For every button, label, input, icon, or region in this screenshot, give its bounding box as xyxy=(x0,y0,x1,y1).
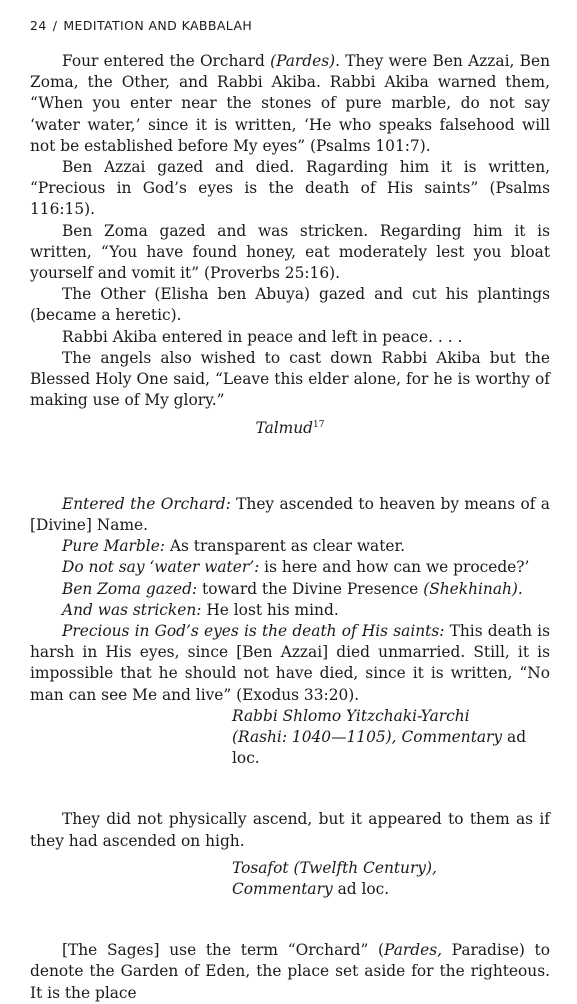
closing-paragraph xyxy=(30,940,550,1004)
entry-term: Do not say ‘water water’: xyxy=(62,558,260,577)
running-title: MEDITATION AND KABBALAH xyxy=(63,18,253,33)
rashi-entry xyxy=(30,557,550,578)
rashi-entry xyxy=(30,579,550,600)
closing-text xyxy=(30,940,550,1004)
talmud-paragraph-6: The angels also wished to cast down Rabbi Akiba but the Blessed Holy One said, “Leave this elder alone, for he is worthy of making use of My glory.” xyxy=(30,348,550,410)
header-separator: / xyxy=(52,18,58,33)
citation-source: Talmud xyxy=(255,419,314,438)
rashi-entry xyxy=(30,600,550,621)
entry-term: Entered the Orchard: xyxy=(62,494,231,513)
rashi-entry xyxy=(30,536,550,557)
entry-text: is here and how can we procede?’ xyxy=(259,558,530,577)
entry-text: They ascended to heaven by means of a [Divine] Name. xyxy=(30,494,550,534)
attribution-line xyxy=(232,879,550,900)
attribution-text: (Rashi: 1040—1105), Commentary xyxy=(232,728,503,747)
entry-text: This death is harsh in His eyes, since [Ben Azzai] died unmarried. Still, it is impossible that he should not have died, since it is written, “No man can see Me and live” (Exodus 33:20). xyxy=(30,622,550,704)
talmud-passage xyxy=(30,51,550,440)
rashi-entry xyxy=(30,621,550,706)
talmud-citation xyxy=(30,415,550,439)
footnote-marker: 17 xyxy=(313,420,325,431)
attribution-line xyxy=(232,727,550,769)
rashi-commentary xyxy=(30,494,550,770)
entry-text: He lost his mind. xyxy=(201,600,339,619)
talmud-paragraph-4: The Other (Elisha ben Abuya) gazed and cut his plantings (became a heretic). xyxy=(30,285,550,325)
entry-term: Precious in God’s eyes is the death of His saints: xyxy=(62,622,445,640)
rashi-entry xyxy=(30,494,550,536)
talmud-paragraph-2: Ben Azzai gazed and died. Ragarding him it is written, “Precious in God’s eyes is the death of His saints” (Psalms 116:15). xyxy=(30,158,550,219)
attribution-line: Tosafot (Twelfth Century), xyxy=(232,858,437,877)
page-number: 24 xyxy=(30,18,47,33)
tosafot-attribution xyxy=(232,858,550,900)
attribution-line: Rabbi Shlomo Yitzchaki-Yarchi xyxy=(232,706,470,725)
attribution-text: ad loc. xyxy=(232,728,527,768)
entry-text: As transparent as clear water. xyxy=(165,537,406,556)
attribution-text: ad loc. xyxy=(332,880,390,899)
tosafot-paragraph: They did not physically ascend, but it appeared to them as if they had ascended on high. xyxy=(30,810,550,850)
talmud-paragraph-3: Ben Zoma gazed and was stricken. Regarding him it is written, “You have found honey, eat moderately lest you bloat yourself and vomit it” (Proverbs 25:16). xyxy=(30,221,550,283)
tosafot-commentary xyxy=(30,809,550,900)
text-span: . They were Ben Azzai, Ben Zoma, the Other, and Rabbi Akiba. Rabbi Akiba warned them, “When you enter near the stones of pure marble, do not say ‘water water,’ since it is written, ‘He who speaks falsehood will not be established before My eyes” (Psalms 101:7). xyxy=(30,52,550,155)
text-span: Four entered the Orchard xyxy=(62,52,271,70)
talmud-paragraph-5: Rabbi Akiba entered in peace and left in peace. . . . xyxy=(62,327,463,346)
entry-term: And was stricken: xyxy=(62,600,202,619)
book-page xyxy=(30,18,550,1004)
attribution-text: Commentary xyxy=(232,880,333,899)
running-header xyxy=(30,18,550,33)
talmud-paragraph-1 xyxy=(30,51,550,157)
entry-term: (Shekhinah). xyxy=(423,579,523,598)
entry-term: Ben Zoma gazed: xyxy=(62,579,198,598)
pardes-term: Pardes, xyxy=(384,941,442,960)
entry-term: Pure Marble: xyxy=(62,537,165,556)
pardes-term: (Pardes) xyxy=(270,52,336,70)
text-span: [The Sages] use the term “Orchard” ( xyxy=(62,941,385,960)
entry-text: toward the Divine Presence xyxy=(197,579,424,598)
rashi-attribution xyxy=(232,706,550,770)
text-span: Paradise) to denote the Garden of Eden, the place set aside for the righteous. It is the place xyxy=(30,941,550,1002)
